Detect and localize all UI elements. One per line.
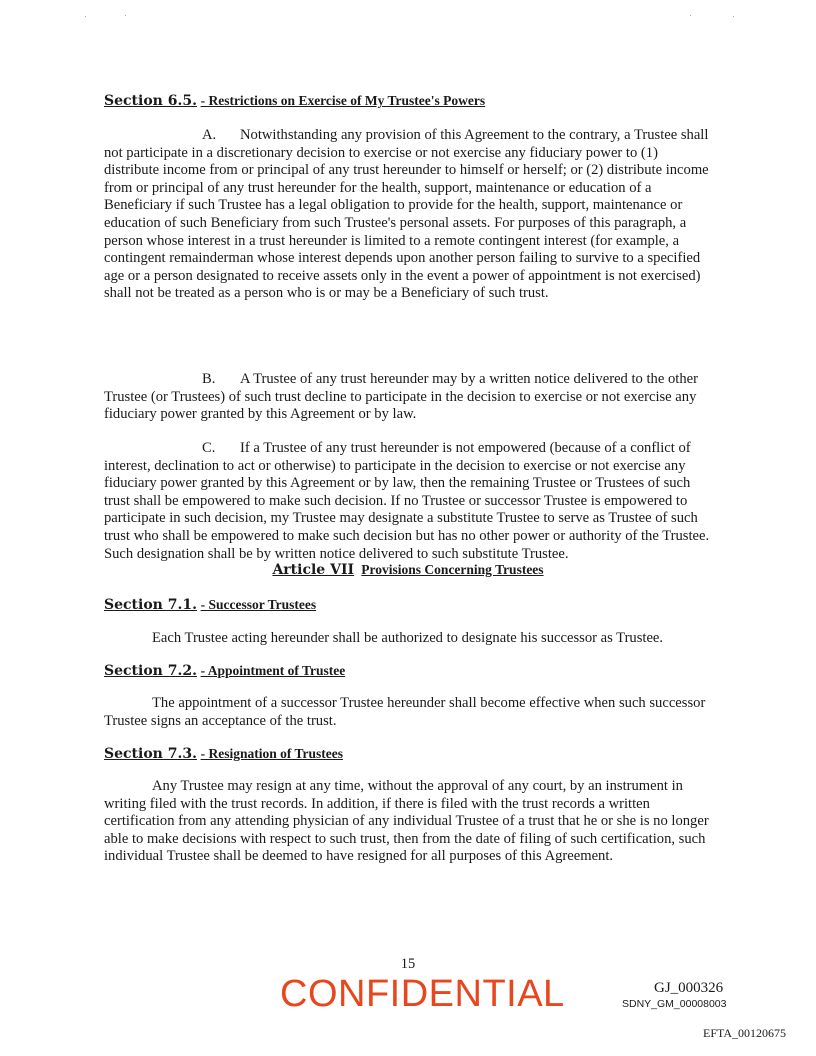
paragraph-text: If a Trustee of any trust hereunder is not empowered (because of a conflict of interest, declination to act or otherwise) to participate in the decision to exercise or not exercise any fiduciary power granted by this Agreement or by law, then the remaining Trustee or Trustees of such trust shall be empowered to make such decision. If no Trustee or successor Trustee is empowered to participate in such decision, my Trustee may designate a substitute Trustee to serve as Trustee of such trust who shall be empowered to make such decision but has no other power or authority of the Trustee. Such designation shall be by written notice delivered to such substitute Trustee. bbox=[104, 440, 710, 562]
paragraph-text: Notwithstanding any provision of this Agreement to the contrary, a Trustee shall not participate in a discretionary decision to exercise or not exercise any fiduciary power to (1) distribute income from or principal of any trust hereunder to himself or herself; or (2) distribute income from or principal of any trust hereunder for the health, support, maintenance or education of a Beneficiary if such Trustee has a legal obligation to provide for the health, support, maintenance or education of such Beneficiary from such Trustee's personal assets. For purposes of this paragraph, a person whose interest in a trust hereunder is limited to a remote contingent interest (for example, a contingent remainderman whose interest depends upon another person failing to survive to a specified age or a person designated to receive assets only in the event a power of appointment is not exercised) shall not be treated as a person who is or may be a Beneficiary of such trust. bbox=[104, 127, 709, 302]
article-number: Article VII bbox=[272, 562, 355, 578]
article-title: Provisions Concerning Trustees bbox=[361, 562, 544, 577]
bates-number-secondary: SDNY_GM_00008003 bbox=[622, 998, 727, 1010]
page-number: 15 bbox=[400, 956, 416, 972]
paragraph-6-5-a bbox=[104, 127, 712, 303]
paragraph-7-3: Any Trustee may resign at any time, without the approval of any court, by an instrument in writing filed with the trust records. In addition, if there is filed with the trust records a written certification from any attending physician of any individual Trustee of a trust that he or she is no longer able to make decisions with respect to such trust, then from the date of filing of such certification, such individual Trustee shall be deemed to have resigned for all purposes of this Agreement. bbox=[104, 778, 709, 865]
section-title: - Restrictions on Exercise of My Trustee's Powers bbox=[200, 93, 486, 108]
section-title: - Successor Trustees bbox=[200, 597, 317, 612]
paragraph-letter: A. bbox=[202, 127, 217, 143]
paragraph-6-5-b bbox=[104, 371, 712, 424]
paragraph-7-2: The appointment of a successor Trustee hereunder shall become effective when such successor Trustee signs an acceptance of the trust. bbox=[104, 695, 706, 729]
scan-speck bbox=[690, 15, 691, 16]
section-6-5-heading bbox=[104, 92, 485, 110]
section-7-2-heading bbox=[104, 662, 345, 680]
section-number: Section 7.3. bbox=[104, 746, 197, 762]
section-7-3-heading bbox=[104, 745, 343, 763]
section-title: - Resignation of Trustees bbox=[200, 746, 343, 761]
article-7-heading bbox=[0, 561, 816, 579]
scan-speck bbox=[733, 16, 734, 17]
scan-speck bbox=[85, 16, 86, 17]
section-number: Section 7.1. bbox=[104, 597, 197, 613]
paragraph-6-5-c bbox=[104, 440, 712, 563]
paragraph-letter: C. bbox=[202, 440, 216, 456]
scan-speck bbox=[125, 15, 126, 16]
paragraph-7-1: Each Trustee acting hereunder shall be authorized to designate his successor as Trustee. bbox=[152, 630, 664, 646]
efta-identifier: EFTA_00120675 bbox=[703, 1026, 787, 1040]
paragraph-text: A Trustee of any trust hereunder may by a written notice delivered to the other Trustee (or Trustees) of such trust decline to participate in the decision to exercise or not exercise any fiduciary power granted by this Agreement or by law. bbox=[104, 371, 698, 423]
section-number: Section 7.2. bbox=[104, 663, 197, 679]
bates-number: GJ_000326 bbox=[654, 980, 724, 996]
section-title: - Appointment of Trustee bbox=[200, 663, 346, 678]
paragraph-letter: B. bbox=[202, 371, 216, 387]
section-number: Section 6.5. bbox=[104, 93, 197, 109]
section-7-1-heading bbox=[104, 596, 316, 614]
confidential-stamp: CONFIDENTIAL bbox=[280, 973, 565, 1015]
